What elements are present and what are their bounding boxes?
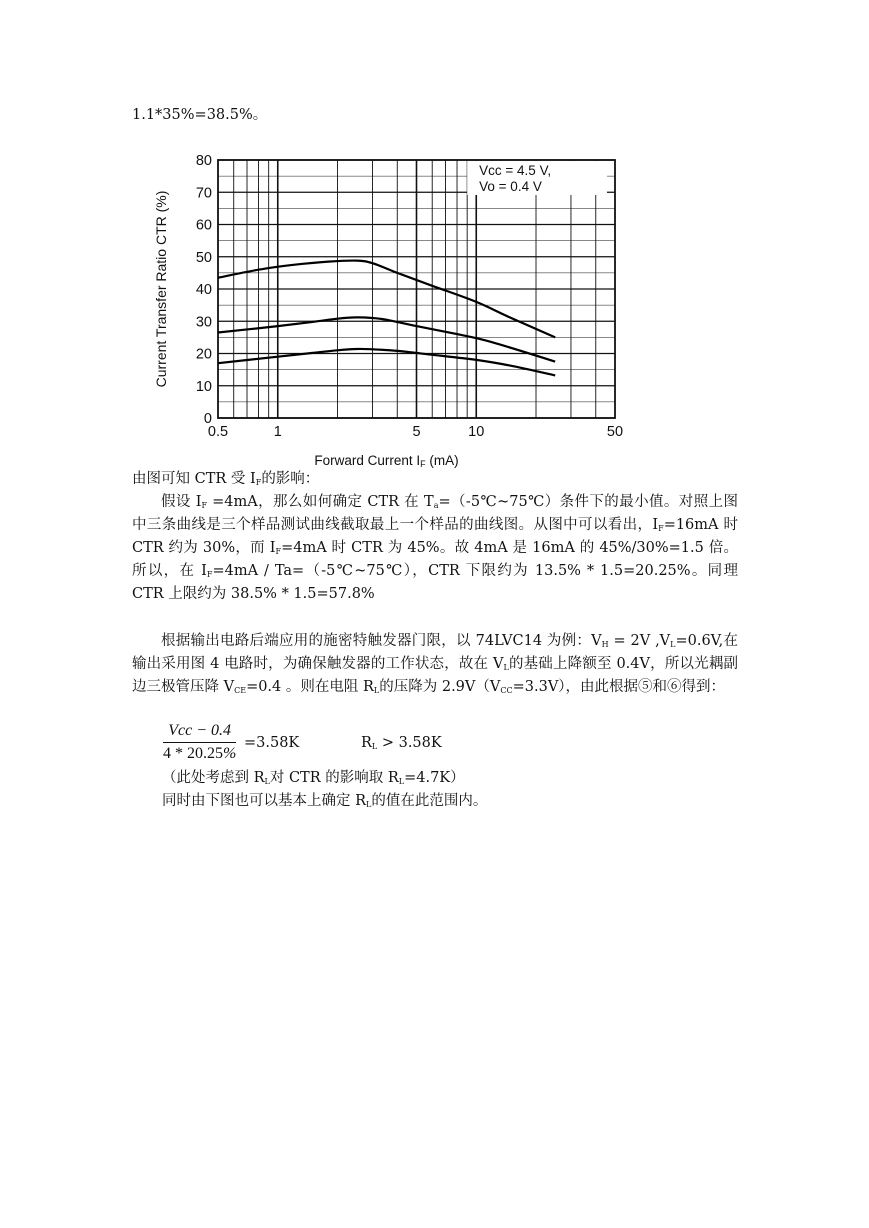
chart-grid [218, 160, 615, 418]
y-tick-label: 0 [203, 411, 212, 427]
x-tick-label: 5 [412, 424, 421, 440]
chart-caption: 由图可知 CTR 受 $I_F$的影响： [132, 471, 320, 487]
closing-line: 同时由下图也可以基本上确定 $R_L$的值在此范围内。 [162, 793, 488, 809]
legend-line-vcc: Vcc = 4.5 V, [479, 163, 552, 178]
y-tick-label: 30 [195, 314, 212, 331]
y-tick-label: 20 [195, 346, 212, 363]
legend-line-vo: Vo = 0.4 V [479, 179, 542, 194]
rl-choice-note: （此处考虑到 $R_L$对 CTR 的影响取 $R_L=4.7K$） [162, 770, 465, 786]
y-tick-label: 40 [195, 282, 212, 298]
chart-x-axis-label: Forward Current IF (mA) [314, 453, 459, 469]
y-tick-label: 70 [195, 185, 212, 202]
rl-formula-fraction [163, 722, 236, 763]
formula-denominator: 4 * 20.25% [163, 745, 237, 762]
x-tick-label: 0.5 [207, 424, 229, 440]
x-tick-label: 1 [273, 424, 282, 440]
y-tick-label: 50 [195, 249, 212, 266]
paragraph-schmitt-threshold: 根据输出电路后端应用的施密特触发器门限，以 74LVC14 为例：$V_H = 2V$ $,V_L=0.6V$,在输出采用图 4 电路时，为确保触发器的工作状态，故在 $V_L$的基础上降额至 0.4V，所以光耦副边三极管压降 $V_{CE}=0.4$ 。则在电阻 $R_L$的压降为 $2.9V(V_{CC}=3.3V)$，由此根据⑤和⑥得到： [132, 633, 739, 695]
chart-ticks [196, 153, 623, 440]
formula-result: =3.58K [244, 735, 300, 751]
ctr-chart [140, 148, 640, 473]
y-tick-label: 10 [195, 378, 212, 395]
y-tick-label: 60 [195, 217, 212, 234]
rl-condition: $R_L > 3.58K$ [361, 735, 442, 751]
chart-y-axis-label: Current Transfer Ratio CTR (%) [153, 190, 169, 388]
y-tick-label: 80 [195, 153, 212, 169]
x-tick-label: 50 [606, 424, 624, 440]
x-tick-label: 10 [468, 424, 485, 440]
formula-numerator: Vcc − 0.4 [163, 722, 236, 743]
intro-line: 1.1*35%=38.5%。 [132, 107, 268, 123]
paragraph-ctr-analysis: 假设 $I_F =4mA$，那么如何确定 CTR 在 $T_a=(-5℃\sim 75℃)$条件下的最小值。对照上图中三条曲线是三个样品测试曲线截取最上一个样品的曲线图。从图中可以看出，$I_F=16mA$ 时 CTR 约为 30%，而 $I_F=4mA$ 时 CTR 为 45%。故 4mA 是 16mA 的 45%/30%=1.5 倍。所以，在 $I_F=4mA$ / Ta=（-5℃~75℃），CTR 下限约为 13.5% * 1.5=20.25%。同理 CTR 上限约为 38.5% * 1.5=57.8% [132, 494, 738, 602]
